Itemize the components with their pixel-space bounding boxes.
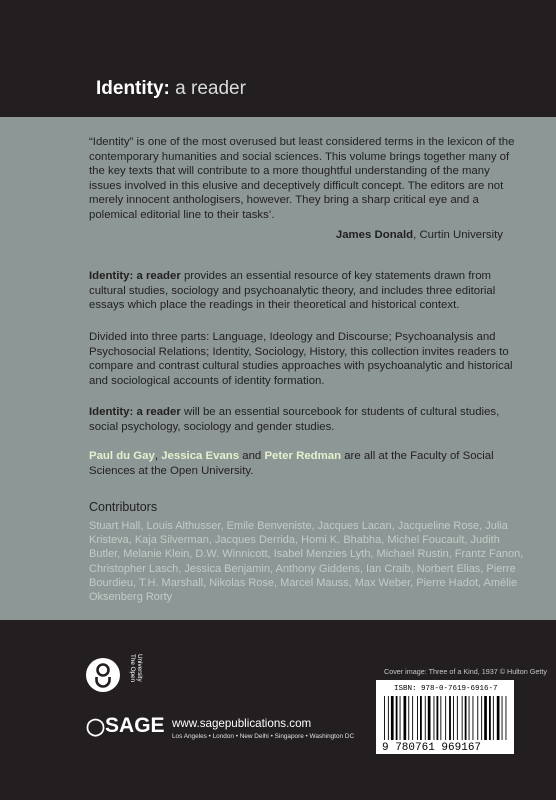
editor-name: Peter Redman	[264, 450, 342, 462]
editors-separator: ,	[154, 450, 162, 462]
blurb-panel	[0, 117, 556, 620]
title-rest: a reader	[169, 78, 246, 99]
open-university-icon	[86, 658, 120, 692]
cover-image-credit: Cover image: Three of a Kind, 1937 © Hulton Getty	[384, 667, 547, 676]
title-bold: Identity:	[96, 78, 170, 99]
editor-name: Paul du Gay	[89, 450, 155, 462]
open-university-logo	[86, 658, 120, 692]
para3-rest: will be an essential sourcebook for students of cultural studies, social psychology, sociology and gender studies.	[89, 406, 500, 433]
isbn-label: ISBN: 978-0-7619-6916-7	[394, 685, 498, 693]
para1-lead: Identity: a reader	[89, 270, 181, 282]
sage-logo	[86, 714, 165, 738]
review-quote: “Identity” is one of the most overused but least considered terms in the lexicon of the contemporary humanities and social sciences. This volume brings together many of the key texts that will contribute to a more thoughtful understanding of the many issues involved in this elusive and deceptively difficult concept. The editors are not merely innocent anthologisers, however. They bring a sharp critical eye and a polemical editorial line to their tasks’.	[89, 136, 515, 221]
contributors-heading: Contributors	[89, 500, 158, 514]
description-paragraph-1	[89, 269, 519, 313]
para1-rest: provides an essential resource of key statements drawn from cultural studies, sociology and psychoanalytic theory, and includes three editorial essays which place the readings in their theoretical and historical context.	[89, 270, 496, 312]
sage-wordmark: SAGE	[105, 714, 165, 737]
sage-cities: Los Angeles • London • New Delhi • Singapore • Washington DC	[172, 733, 355, 740]
ou-label-line-2: University	[136, 654, 143, 682]
ou-label-line-1: The Open	[129, 654, 136, 683]
editors-paragraph	[89, 449, 519, 478]
barcode-box	[376, 680, 514, 754]
bottom-band	[0, 620, 556, 800]
description-paragraph-3	[89, 405, 519, 434]
barcode-digits: 9 780761 969167	[382, 742, 482, 754]
editor-name: Jessica Evans	[161, 450, 240, 462]
editors-separator: and	[239, 450, 265, 462]
sage-url: www.sagepublications.com	[172, 717, 312, 730]
open-university-wordmark	[126, 654, 143, 708]
barcode-icon	[376, 680, 514, 754]
editors-affiliation: are all at the Faculty of Social Sciences at the Open University.	[89, 450, 494, 477]
quote-affiliation: , Curtin University	[413, 229, 503, 241]
top-band	[0, 0, 556, 117]
contributors-list: Stuart Hall, Louis Althusser, Emile Benveniste, Jacques Lacan, Jacqueline Rose, Julia Kristeva, Kaja Silverman, Jacques Derrida, Homi K. Bhabha, Michel Foucault, Judith Butler, Melanie Klein, D.W. Winnicott, Isabel Menzies Lyth, Michael Rustin, Frantz Fanon, Christopher Lasch, Jessica Benjamin, Anthony Giddens, Ian Craib, Norbert Elias, Pierre Bourdieu, T.H. Marshall, Nikolas Rose, Marcel Mauss, Max Weber, Pierre Hadot, Amélie Oksenberg Rorty	[89, 520, 524, 604]
quote-author: James Donald	[335, 229, 414, 241]
para3-lead: Identity: a reader	[89, 406, 181, 418]
book-title	[96, 78, 246, 100]
quote-attribution	[89, 229, 503, 241]
description-paragraph-2: Divided into three parts: Language, Ideology and Discourse; Psychoanalysis and Psychosocial Relations; Identity, Sociology, History, this collection invites readers to compare and contrast cultural studies approaches with psychoanalytic and historical and sociological accounts of identity formation.	[89, 331, 513, 387]
sage-emblem-icon: ◯	[86, 717, 106, 736]
